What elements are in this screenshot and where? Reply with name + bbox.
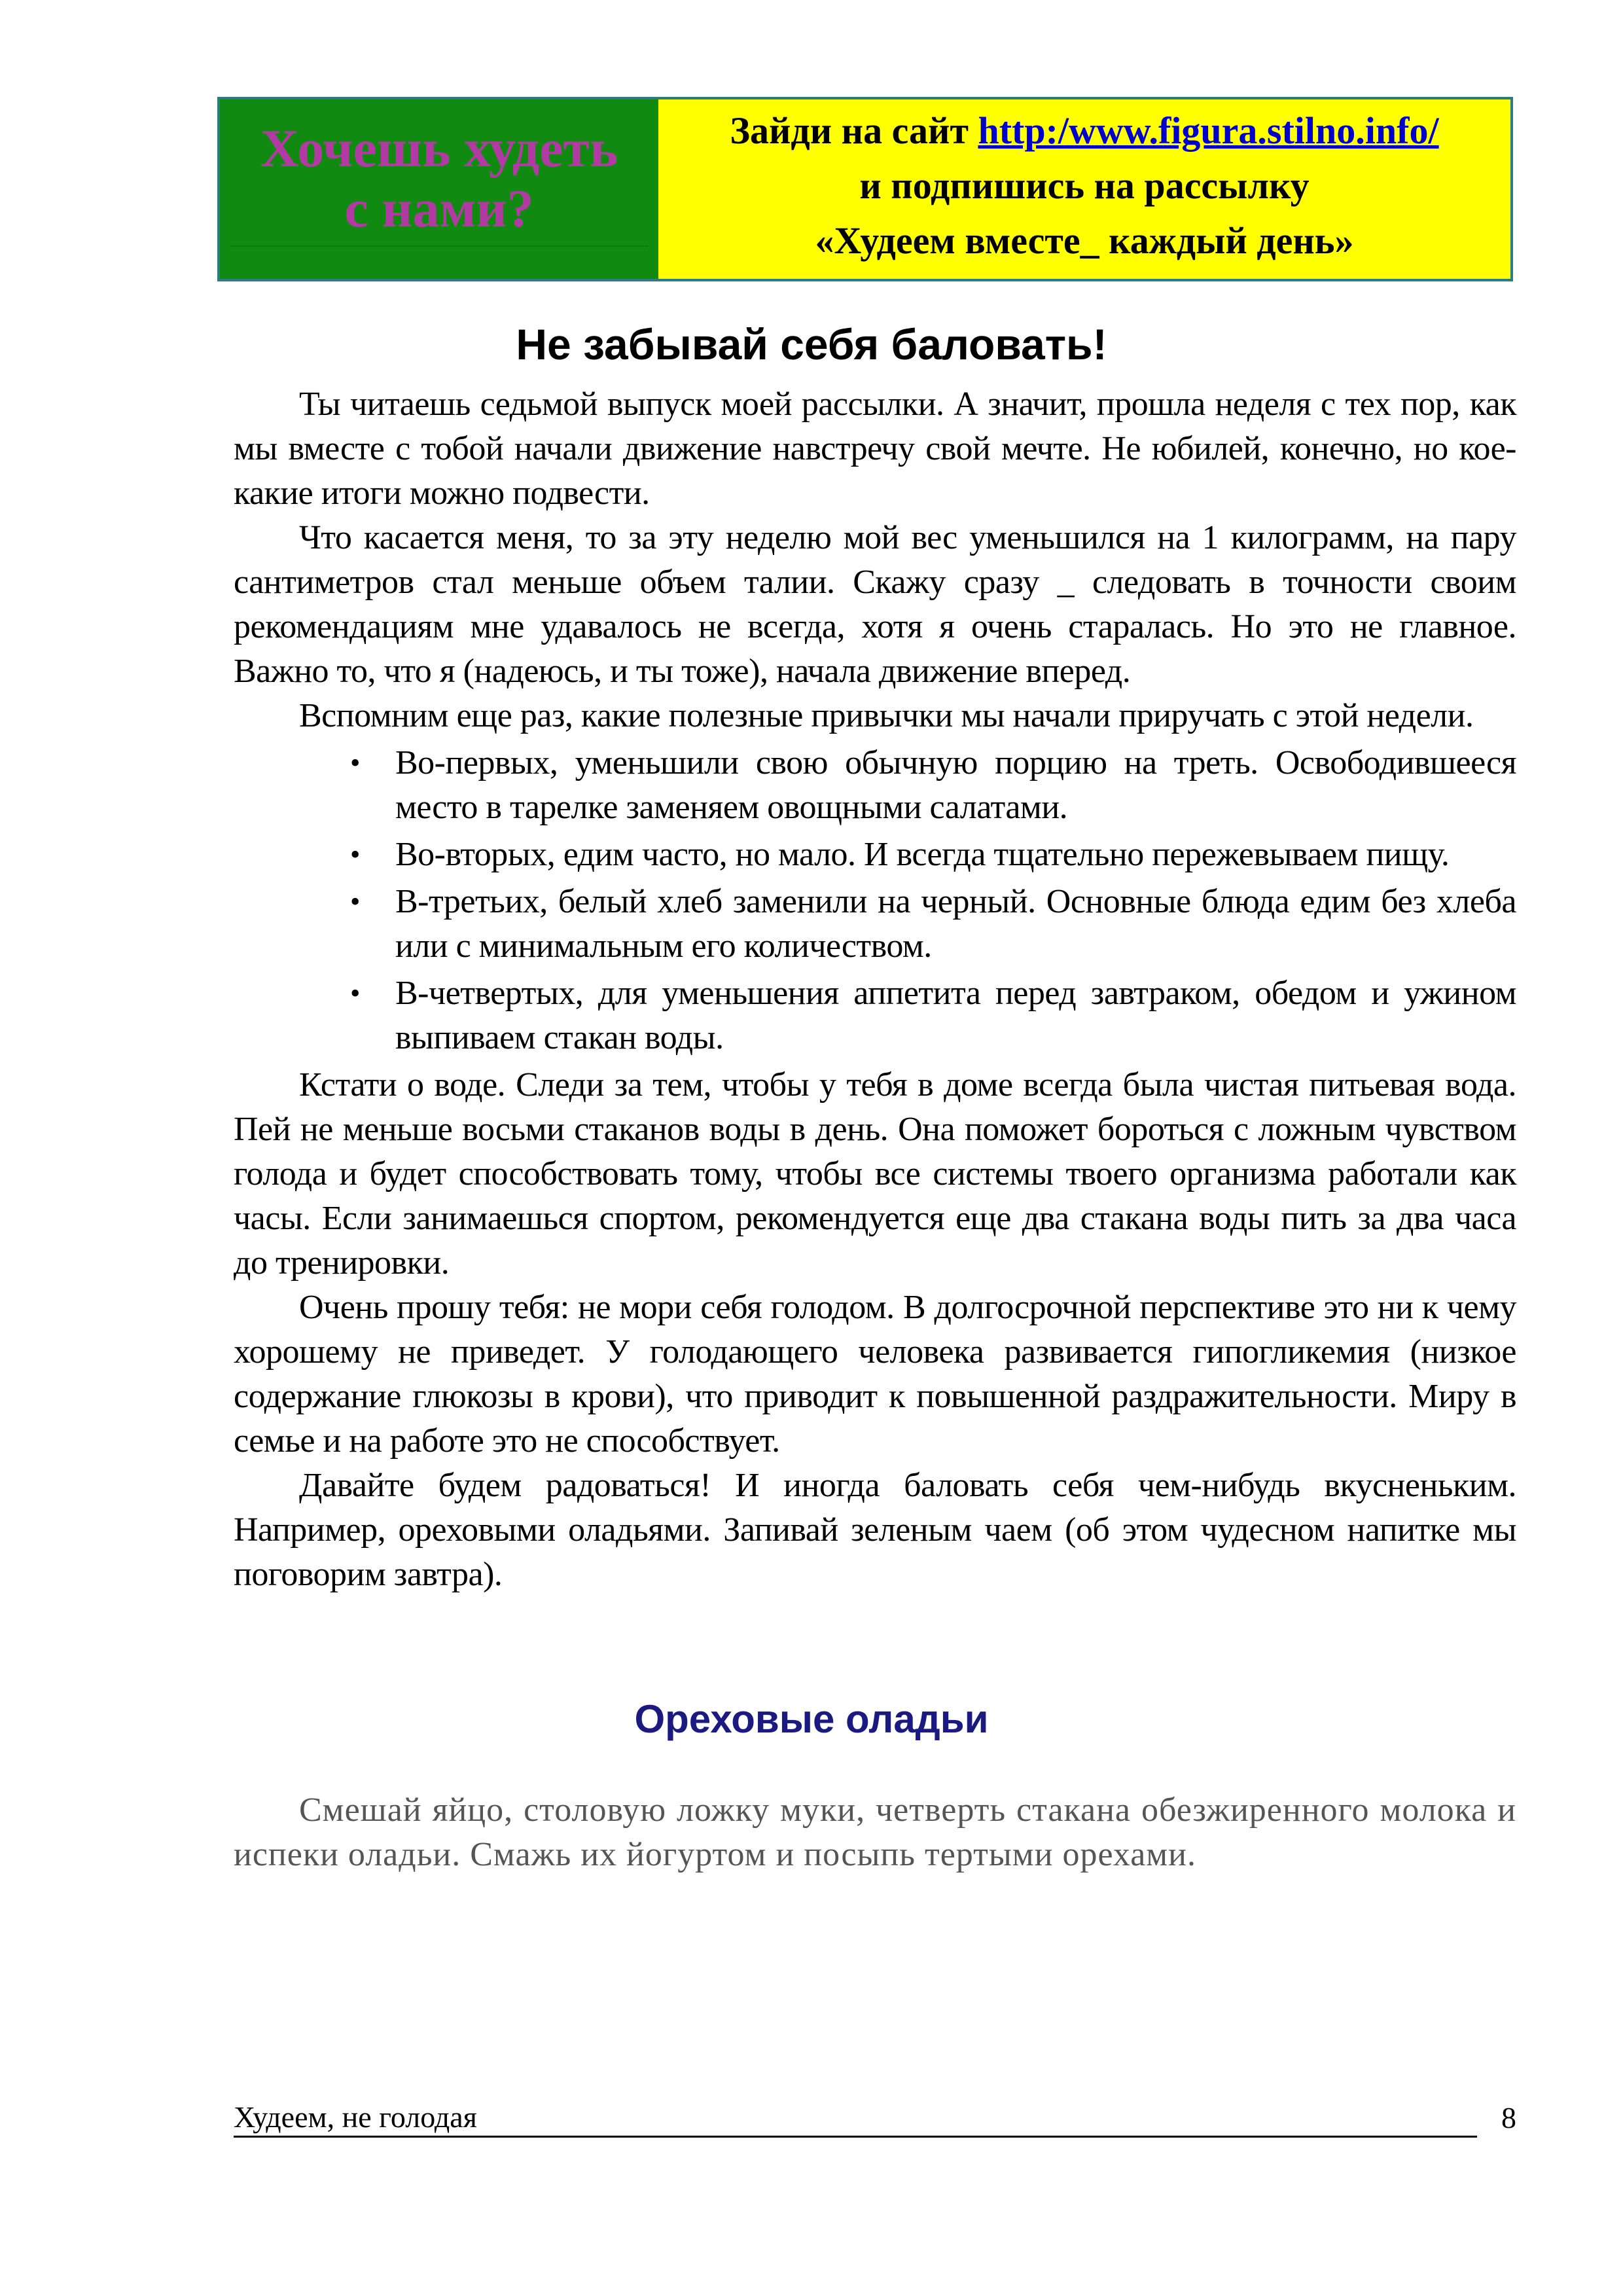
banner-right-panel	[658, 99, 1510, 279]
paragraph-4: Кстати о воде. Следи за тем, чтобы у тебя в доме всегда была чистая питьевая вода. Пей не меньше восьми стаканов воды в день. Она поможет бороться с ложным чувством голода и будет способствовать тому, чтобы все системы твоего организма работали как часы. Если занимаешься спортом, рекомендуется еще два стакана воды пить за два часа до тренировки.	[234, 1066, 1516, 1282]
paragraph-3: Вспомним еще раз, какие полезные привычки мы начали приручать с этой недели.	[299, 697, 1474, 734]
list-item-text: В-четвертых, для уменьшения аппетита перед завтраком, обедом и ужином выпиваем стакан воды.	[395, 975, 1516, 1056]
footer-title: Худеем, не голодая	[234, 2100, 1477, 2138]
banner-site-prefix: Зайди на сайт	[730, 109, 978, 152]
page-footer	[234, 2100, 1516, 2138]
bullet-icon: •	[350, 838, 360, 870]
list-item	[234, 741, 1516, 830]
recipe-title: Ореховые оладьи	[634, 1697, 989, 1741]
banner-line-3: «Худеем вместе_ каждый день»	[815, 219, 1354, 262]
list-item	[234, 971, 1516, 1060]
banner-line-1	[730, 103, 1438, 158]
paragraph-2: Что касается меня, то за эту неделю мой вес уменьшился на 1 килограмм, на пару сантиметров стал меньше объем талии. Скажу сразу _ следовать в точности своим рекомендациям мне удавалось не всегда, хотя я очень старалась. Но это не главное. Важно то, что я (надеюсь, и ты тоже), начала движение вперед.	[234, 519, 1516, 690]
list-item-text: В-третьих, белый хлеб заменили на черный. Основные блюда едим без хлеба или с минимальным его количеством.	[395, 883, 1516, 965]
list-item	[234, 880, 1516, 969]
banner-left-panel	[220, 99, 658, 279]
subscription-banner	[217, 97, 1513, 281]
site-link[interactable]: http:/www.figura.stilno.info/	[978, 109, 1439, 152]
recipe-text: Смешай яйцо, столовую ложку муки, четверть стакана обезжиренного молока и испеки оладьи. Смажь их йогуртом и посыпь тертыми орехами.	[234, 1791, 1516, 1873]
paragraph-6: Давайте будем радоваться! И иногда баловать себя чем-нибудь вкусненьким. Например, ореховыми оладьями. Запивай зеленым чаем (об этом чудесном напитке мы поговорим завтра).	[234, 1467, 1516, 1593]
list-item	[234, 833, 1516, 877]
page-number: 8	[1501, 2101, 1516, 2134]
list-item-text: Во-вторых, едим часто, но мало. И всегда тщательно пережевываем пищу.	[395, 836, 1450, 873]
article-title: Не забывай себя баловать!	[516, 320, 1107, 368]
banner-line-2: и подпишись на рассылку	[859, 164, 1310, 207]
bullet-icon: •	[350, 977, 360, 1009]
bullet-icon: •	[350, 886, 360, 918]
paragraph-1: Ты читаешь седьмой выпуск моей рассылки. А значит, прошла неделя с тех пор, как мы вместе с тобой начали движение навстречу свой мечте. Не юбилей, конечно, но кое-какие итоги можно подвести.	[234, 386, 1516, 512]
banner-divider	[230, 245, 649, 247]
banner-slogan: Хочешь худеть с нами?	[260, 118, 618, 238]
article-body	[234, 382, 1516, 1597]
bullet-icon: •	[350, 747, 360, 779]
paragraph-5: Очень прошу тебя: не мори себя голодом. В долгосрочной перспективе это ни к чему хорошему не приведет. У голодающего человека развивается гипогликемия (низкое содержание глюкозы в крови), что приводит к повышенной раздражительности. Миру в семье и на работе это не способствует.	[234, 1289, 1516, 1460]
habits-list	[234, 741, 1516, 1060]
list-item-text: Во-первых, уменьшили свою обычную порцию на треть. Освободившееся место в тарелке заменяем овощными салатами.	[395, 744, 1516, 826]
